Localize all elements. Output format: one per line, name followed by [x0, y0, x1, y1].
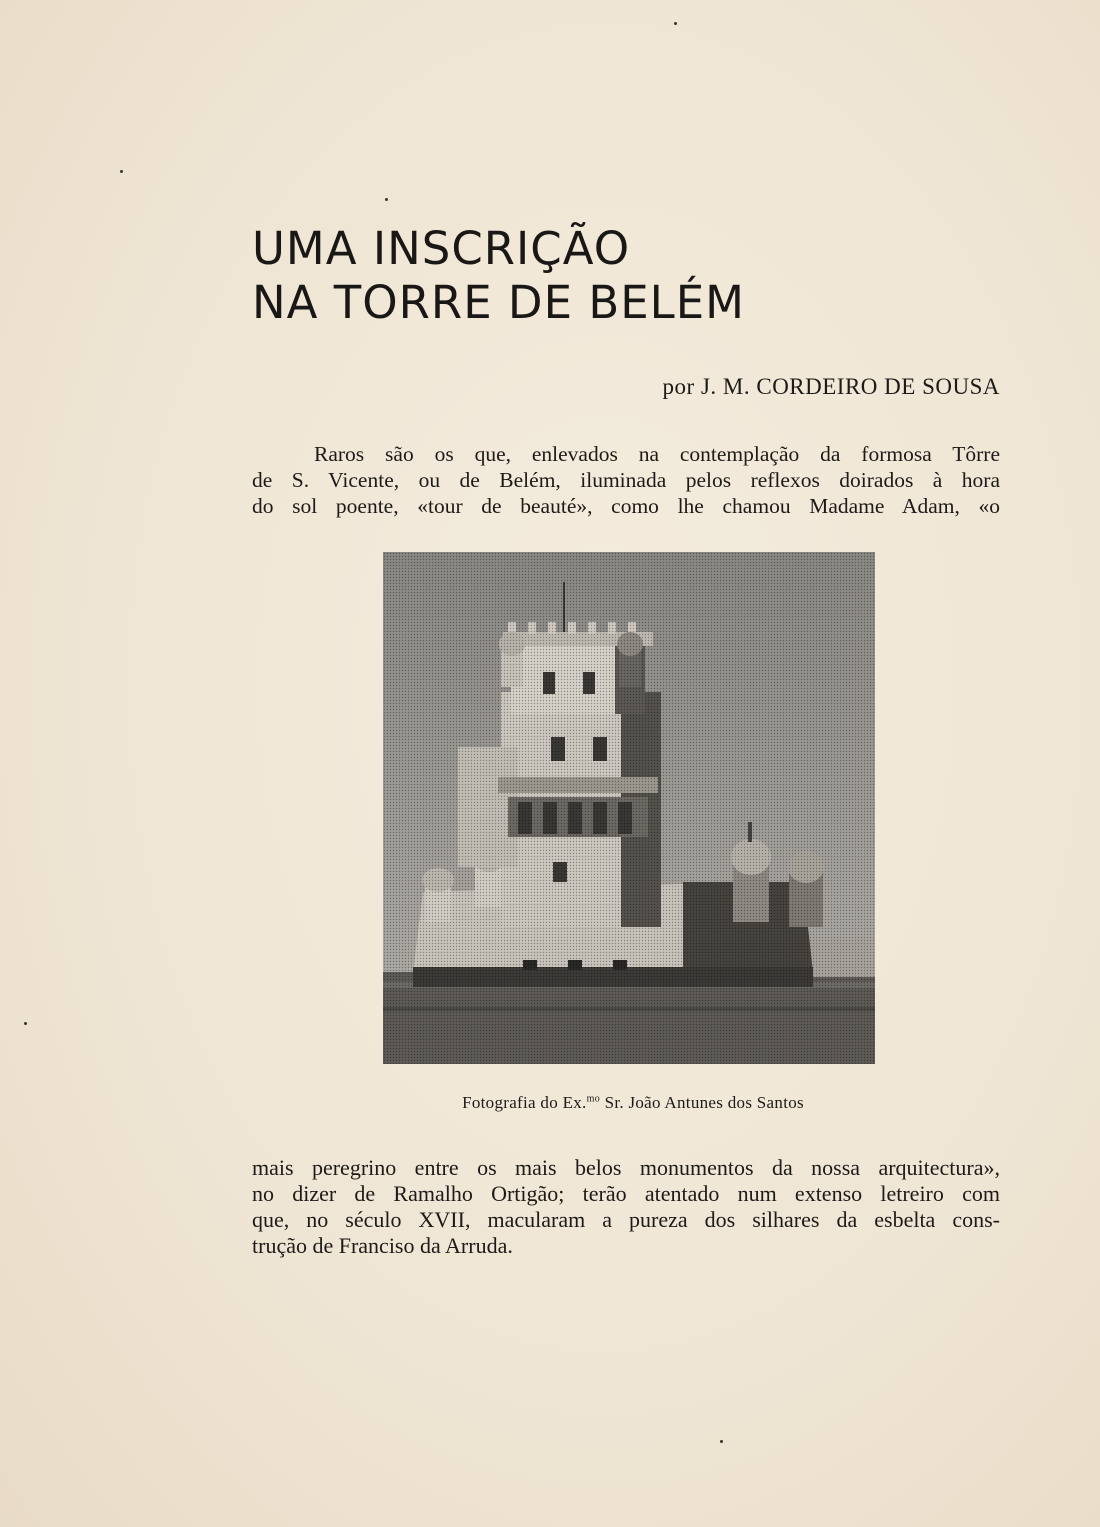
paragraph-2-line: trução de Franciso da Arruda. — [252, 1233, 513, 1258]
byline: por J. M. CORDEIRO DE SOUSA — [662, 374, 1000, 399]
paragraph-2-line: no dizer de Ramalho Ortigão; terão atentado num extenso letreiro com — [252, 1181, 1000, 1206]
paper-speck — [720, 1440, 723, 1443]
caption-text-after: Sr. João Antunes dos Santos — [600, 1093, 804, 1112]
paragraph-2-line: que, no século XVII, macularam a pureza dos silhares da esbelta cons- — [252, 1207, 1000, 1232]
paper-speck — [674, 22, 677, 25]
paper-speck — [120, 170, 123, 173]
caption-superscript: mo — [586, 1093, 601, 1105]
paragraph-1 — [252, 441, 1000, 519]
tower-photo-illustration — [383, 552, 875, 1064]
paper-speck — [24, 1022, 27, 1025]
paragraph-2 — [252, 1155, 1000, 1259]
tower-photograph — [383, 552, 875, 1064]
photo-caption — [383, 1093, 883, 1113]
title-line-1: UMA INSCRIÇÃO — [252, 222, 631, 275]
title-line-2: NA TORRE DE BELÉM — [252, 276, 745, 329]
paragraph-2-line: mais peregrino entre os mais belos monumentos da nossa arquitectura», — [252, 1155, 1000, 1180]
paper-speck — [385, 198, 388, 201]
article-title — [252, 222, 745, 330]
paragraph-1-line: do sol poente, «tour de beauté», como lhe chamou Madame Adam, «o — [252, 494, 1000, 518]
paragraph-1-line: de S. Vicente, ou de Belém, iluminada pelos reflexos doirados à hora — [252, 468, 1000, 492]
caption-text-before: Fotografia do Ex. — [462, 1093, 587, 1112]
paragraph-1-line: Raros são os que, enlevados na contemplação da formosa Tôrre — [314, 442, 1000, 466]
